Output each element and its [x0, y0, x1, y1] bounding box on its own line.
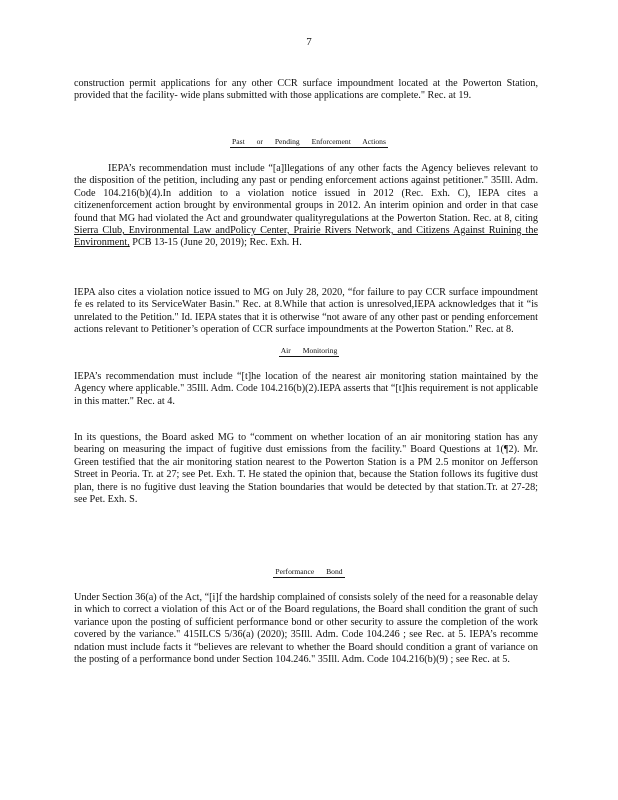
heading-text: Performance Bond	[275, 567, 343, 576]
paragraph-air-monitoring-2: In its questions, the Board asked MG to “comment on whether location of an air monitoring station has any bearing on measuring the impact of fugitive dust emissions from the facility." Board Questions at 1(¶2). Mr. Green testified that the air monitoring station nearest to the Powerton Station is a PM 2.5 monitor on Jefferson Street in Peoria. Tr. at 27; see Pet. Exh. T. He stated the opinion that, because the Station follows its fugitive dust plan, there is no fugitive dust leaving the Station boundaries that would be detected by that station.Tr. at 27-28; see Pet. Exh. S.	[74, 432, 538, 506]
paragraph-text-tail: PCB 13-15 (June 20, 2019); Rec. Exh. H.	[129, 237, 302, 249]
page-number: 7	[306, 36, 312, 48]
paragraph-past-enforcement-1	[74, 163, 538, 250]
section-heading-air-monitoring	[0, 346, 618, 356]
paragraph-continuation: construction permit applications for any other CCR surface impoundment located at the Powerton Station, provided that the facility- wide plans submitted with those applications are complete." Rec. at 19.	[74, 78, 538, 102]
case-citation: Sierra Club, Environmental Law andPolicy Center, Prairie Rivers Network, and Citizens Against Ruining the Environment,	[74, 225, 538, 249]
heading-text: Air Monitoring	[280, 346, 338, 355]
section-heading-performance-bond	[0, 567, 618, 577]
paragraph-performance-bond: Under Section 36(a) of the Act, “[i]f the hardship complained of consists solely of the need for a reasonable delay in which to correct a violation of this Act or of the Board regulations, the Board shall condition the grant of such variance upon the posting of sufficient performance bond or other security to assure the completion of the work covered by the variance." 415ILCS 5/36(a) (2020); 35Ill. Adm. Code 104.246 ; see Rec. at 5. IEPA’s recomme ndation must include facts it “believes are relevant to whether the Board should condition a grant of variance on the posting of a performance bond under Section 104.246." 35Ill. Adm. Code 104.216(b)(9) ; see Rec. at 5.	[74, 592, 538, 666]
paragraph-air-monitoring-1: IEPA’s recommendation must include “[t]he location of the nearest air monitoring station maintained by the Agency where applicable." 35Ill. Adm. Code 104.216(b)(2).IEPA asserts that “[t]his requirement is not applicable in this matter." Rec. at 4.	[74, 371, 538, 407]
section-heading-past-pending-enforcement	[0, 137, 618, 147]
heading-text: Past or Pending Enforcement Actions	[232, 137, 386, 146]
paragraph-past-enforcement-2: IEPA also cites a violation notice issued to MG on July 28, 2020, “for failure to pay CCR surface impoundment fe es related to its ServiceWater Basin." Rec. at 8.While that action is unresolved,IEPA acknowledges that it “is unrelated to the Petition." Id. IEPA states that it is otherwise “not aware of any other past or pending enforcement actions relevant to Petitioner’s operation of CCR surface impoundments at the Powerton Station." Rec. at 8.	[74, 287, 538, 336]
paragraph-text: IEPA’s recommendation must include “[a]llegations of any other facts the Agency believes relevant to the disposition of the petition, including any past or pending enforcement actions against petitioner." 35Ill. Adm. Code 104.216(b)(4).In addition to a violation notice issued in 2012 (Rec. Exh. C), IEPA cites a citizenenforcement action brought by environmental groups in 2012. An interim opinion and order in that case found that MG had violated the Act and groundwater qualityregulations at the Powerton Station. Rec. at 8, citing	[74, 163, 538, 224]
